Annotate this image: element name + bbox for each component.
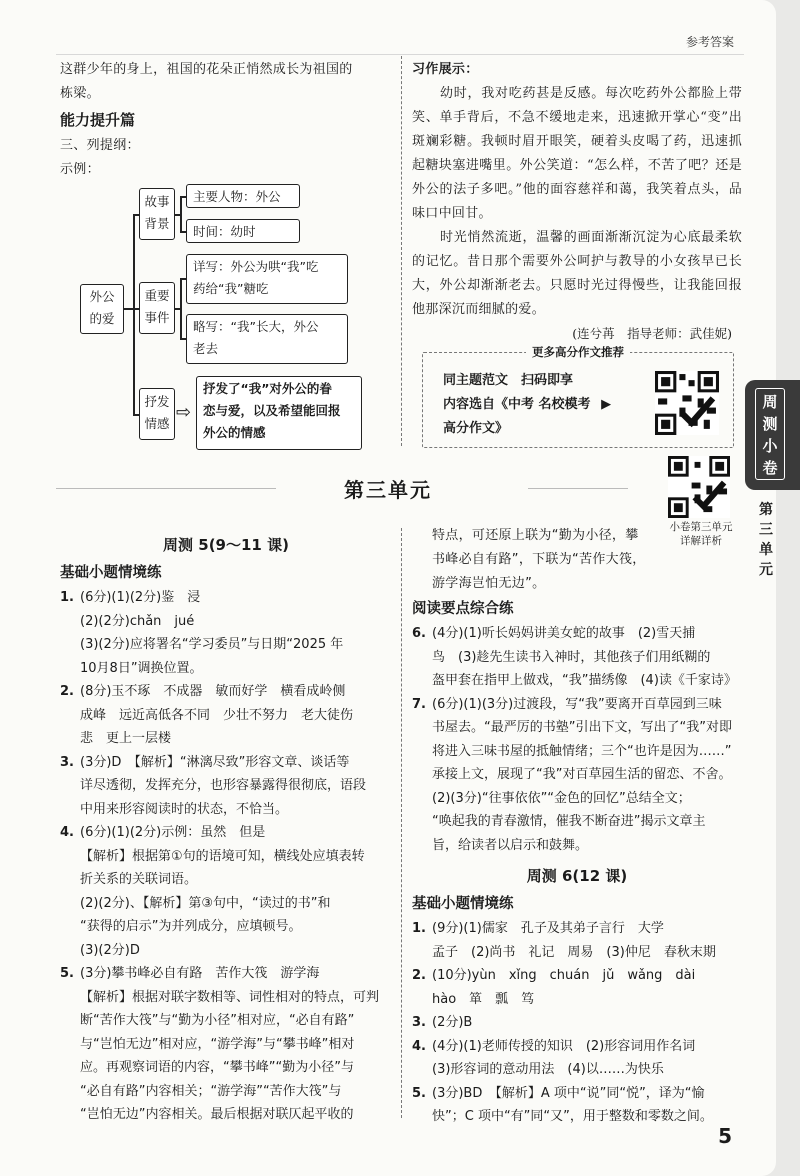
item-line: (2)(2分)chǎn jué [80,613,195,629]
recommend-box [422,345,734,448]
week5-items [60,586,392,1127]
answer-item [60,751,392,822]
item-line: (2分)B [432,1015,473,1030]
item-number: 4. [412,1038,426,1054]
essay-title: 习作展示： [412,62,479,77]
answer-item [412,693,742,858]
item-line: 悲 更上一层楼 [80,731,172,746]
qr-code-icon[interactable] [668,456,730,518]
item-line: (6分)(1)(2分)鉴 浸 [80,590,201,605]
header-label: 参考答案 [685,35,734,49]
item-line: (8分)玉不琢 不成器 敏而好学 横看成岭侧 [80,684,346,699]
item-line: (2)(2分)、【解析】第③句中，“读过的书”和 [80,895,331,911]
answer-item [60,962,392,1127]
unit-title: 第三单元 [344,478,432,502]
side-tab-label: 周测小卷 [755,388,785,480]
arrow-right-icon: ⇨ [176,402,192,423]
item-line: 将进入三味书屋的抵触情绪；三个“也许是因为……” [432,743,732,759]
week6-basic-heading: 基础小题情境练 [412,896,514,912]
item-number: 4. [60,825,74,840]
item-line: 中用来形容阅读时的状态，不恰当。 [80,801,289,817]
item-line: 承接上文，展现了“我”对百草园生活的留恋、不舍。 [432,767,732,782]
answer-item [412,1035,742,1082]
answer-item [60,680,392,751]
item-line: 成峰 远近高低各不同 少壮不努力 老大徒伤 [80,707,354,723]
item-number: 1. [412,921,426,936]
item-line: 10月8日”调换位置。 [80,660,203,676]
left-top-column [60,58,390,182]
item-line: 旨，给读者以启示和鼓舞。 [432,837,589,853]
item-number: 1. [60,590,74,605]
item-line: 书峰必自有路”，下联为“苦作大筏， [432,552,646,567]
week6-items [412,917,742,1129]
essay-column [412,58,742,346]
item-line: “获得的启示”为并列成分，应填顿号。 [80,919,302,934]
item-line: (3分)D 【解析】“淋漓尽致”形容文章、谈话等 [80,754,350,770]
item-line: “岂怕无边”内容相关。最后根据对联仄起平收的 [80,1107,354,1122]
column-divider [401,56,402,446]
item-line: 详尽透彻，发挥充分，也形容暴露得很彻底，语段 [80,778,367,793]
side-tab[interactable] [745,380,800,490]
column-divider [401,528,402,1118]
item-line: “唤起我的青春激情，催我不断奋进”揭示文章主 [432,814,706,829]
continued-text [412,524,742,596]
mindmap-branch: 故事 背景 [139,188,175,240]
mindmap-leaf: 略写：“我”长大，外公 老去 [186,314,348,364]
mindmap-branch: 重要 事件 [139,282,175,334]
recommend-line: 同主题范文 扫码即享 [443,373,574,388]
connector [133,214,135,414]
answer-item [412,917,742,964]
item-line: 【解析】根据对联字数相等、词性相对的特点，可判 [80,989,380,1005]
item-line: 与“岂怕无边”相对应，“游学海”与“攀书峰”相对 [80,1036,355,1052]
item-line: (3)(2分)D [80,942,140,958]
text-line: 栋梁。 [60,86,100,101]
side-unit-label: 第三单元 [759,502,773,578]
recommend-line-wrap [443,393,611,417]
week5-title: 周测 5(9～11 课) [163,536,289,554]
play-arrow-icon: ▶ [601,397,612,412]
item-number: 5. [412,1085,426,1101]
item-number: 3. [60,754,74,770]
item-line: 应。再观察词语的内容，“攀书峰”“勤为小径”与 [80,1060,354,1075]
item-line: (4分)(1)听长妈妈讲美女蛇的故事 (2)雪天捕 [432,626,696,641]
item-line: 游学海岂怕无边”。 [432,576,546,591]
item-number: 3. [412,1015,426,1030]
qr-caption-line: 小卷第三单元 [669,521,733,533]
item-line: 特点，可还原上联为“勤为小径，攀 [432,528,639,543]
page-number: 5 [718,1124,732,1148]
item-line: 折关系的关联词语。 [80,872,198,887]
mindmap-root: 外公 的爱 [80,284,124,334]
item-line: 【解析】根据第①句的语境可知，横线处应填表转 [80,848,365,864]
answer-item [60,821,392,962]
answer-item [412,1082,742,1129]
week5-basic-heading: 基础小题情境练 [60,565,162,581]
item-line: 断“苦作大筏”与“勤为小径”相对应，“必自有路” [80,1013,355,1028]
sub-heading: 三、列提纲： [60,138,140,153]
recommend-line: 高分作文》 [443,421,509,436]
item-line: (4分)(1)老师传授的知识 (2)形容词用作名词 [432,1038,696,1054]
section-heading: 能力提升篇 [60,111,136,129]
reading-heading: 阅读要点综合练 [412,601,514,617]
mindmap-leaf: 主要人物：外公 [186,184,300,208]
qr-code-icon[interactable] [655,371,719,435]
item-line: 书屋去。“最严厉的书塾”引出下文，写出了“我”对即 [432,720,732,735]
item-number: 2. [412,968,426,983]
item-line: 盔甲套在指甲上做戏，“我”描绣像 (4)读《千家诗》 [432,673,737,688]
answer-item [412,964,742,1011]
item-line: (6分)(1)(2分)示例：虽然 但是 [80,825,266,840]
item-line: “必自有路”内容相关；“游学海”“苦作大筏”与 [80,1083,342,1099]
essay-paragraph-2: 时光悄然流逝，温馨的画面渐渐沉淀为心底最柔软的记忆。昔日那个需要外公呵护与教导的小女孩早已长大，外公却渐渐老去。只愿时光过得慢些，让我能回报他那深沉而细腻的爱。 [412,230,742,317]
item-number: 6. [412,626,426,641]
item-line: (3)(2分)应将署名“学习委员”与日期“2025 年 [80,637,344,652]
recommend-text [443,369,611,441]
recommend-line: 内容选自《中考 名校模考 [443,397,591,412]
item-line: (3分)攀书峰必自有路 苦作大筏 游学海 [80,966,320,981]
recommend-title-wrap [423,344,733,360]
mindmap-leaf: 时间：幼时 [186,219,300,243]
text-line: 这群少年的身上，祖国的花朵正悄然成长为祖国的 [60,62,353,77]
reading-items [412,622,742,857]
item-line: (3分)BD 【解析】A 项中“说”同“悦”，译为“愉 [432,1085,705,1101]
mindmap-leaf: 抒发了“我”对外公的眷 恋与爱，以及希望能回报 外公的情感 [196,376,362,450]
item-line: hào 箪 瓢 笃 [432,991,535,1007]
header-divider [56,54,744,55]
answer-item [412,1011,742,1035]
mindmap-branch: 抒发 情感 [139,388,175,440]
item-line: (2)(3分)“往事依依”“金色的回忆”总结全文； [432,790,691,806]
item-line: 鸟 (3)趁先生读书入神时，其他孩子们用纸糊的 [432,649,711,665]
answer-item [412,622,742,693]
unit-divider-right [528,488,628,489]
connector [180,278,182,338]
item-line: (9分)(1)儒家 孔子及其弟子言行 大学 [432,921,664,936]
item-number: 7. [412,696,426,712]
reading-column [412,524,742,1129]
qr-caption-line: 详解详析 [680,535,722,547]
item-line: (3)形容词的意动用法 (4)以……为快乐 [432,1062,664,1077]
item-line: 快”；C 项中“有”同“又”，用于整数和零数之间。 [432,1109,713,1124]
mindmap-leaf: 详写：外公为哄“我”吃 药给“我”糖吃 [186,254,348,304]
essay-author: (连兮苒 指导老师：武佳妮) [572,326,732,341]
connector [180,196,182,232]
item-number: 2. [60,684,74,699]
item-number: 5. [60,966,74,981]
item-line: (6分)(1)(3分)过渡段，写“我”要离开百草园到三味 [432,696,722,712]
example-label: 示例： [60,162,100,177]
answer-item [60,586,392,680]
week6-title: 周测 6(12 课) [526,867,628,885]
item-line: 孟子 (2)尚书 礼记 周易 (3)仲尼 春秋末期 [432,944,716,960]
week5-column [60,530,392,1127]
essay-paragraph-1: 幼时，我对吃药甚是反感。每次吃药外公都脸上带笑、单手背后，不急不缓地走来，迅速掀开掌心“变”出斑斓彩糖。我顿时眉开眼笑，硬着头皮喝了药，迅速抓起糖块塞进嘴里。外公笑道：“怎么样，不苦了吧？还是外公的法子多吧。”他的面容慈祥和蔼，我笑着点头，品味口中回甘。 [412,86,742,221]
item-line: (10分)yùn xǐng chuán jǔ wǎng dài [432,968,696,983]
recommend-title: 更多高分作文推荐 [526,345,630,359]
